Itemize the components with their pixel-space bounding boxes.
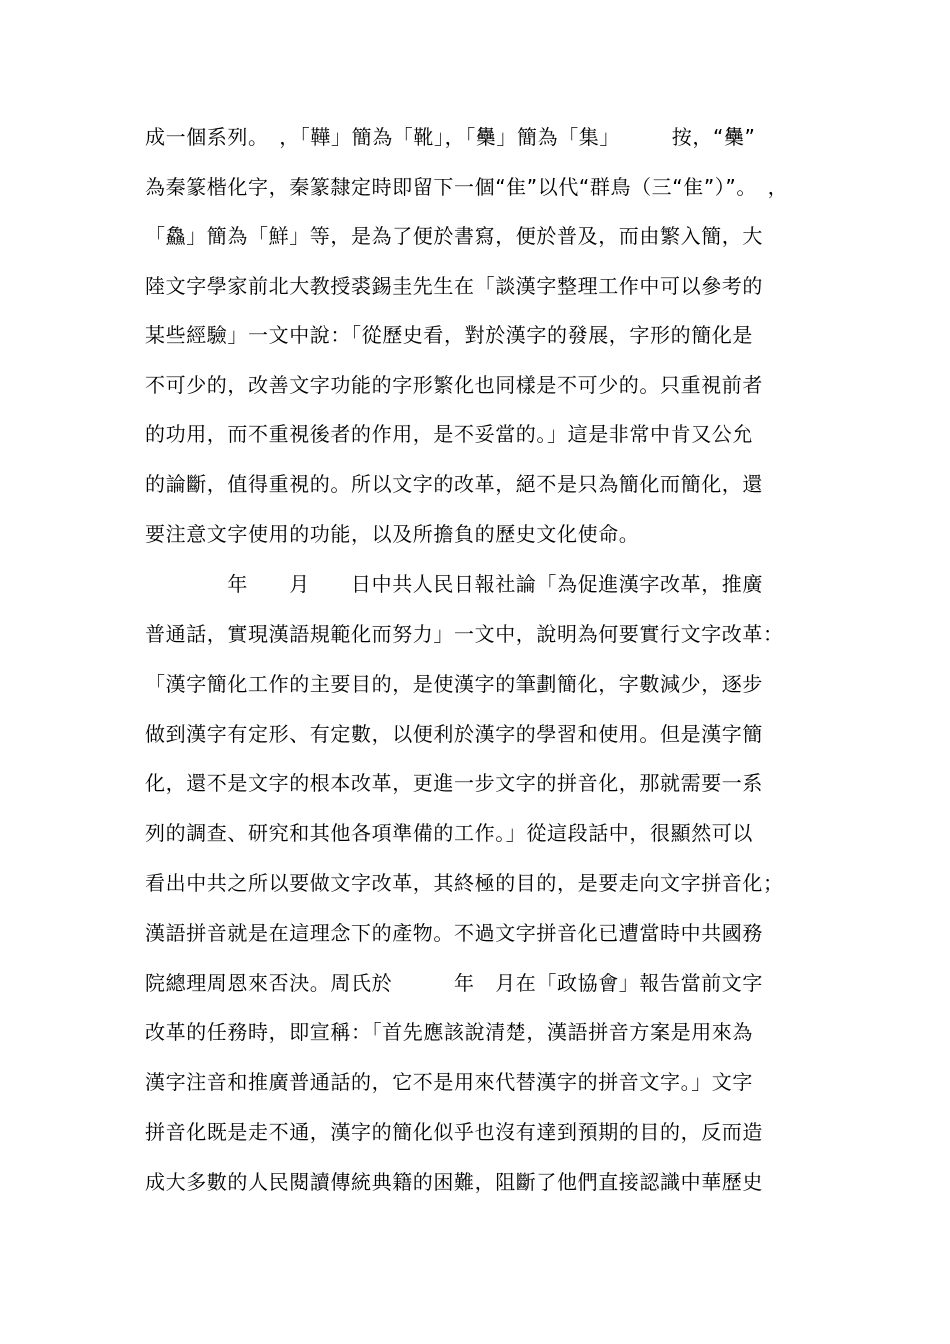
text-line: 做到漢字有定形、有定數，以便利於漢字的學習和使用。但是漢字簡 — [145, 722, 763, 746]
text-line: 漢語拼音就是在這理念下的產物。不過文字拼音化已遭當時中共國務 — [145, 921, 763, 945]
text-line: 的論斷，值得重視的。所以文字的改革，絕不是只為簡化而簡化，還 — [145, 472, 763, 496]
text-line: 成一個系列。 ，「鞾」簡為「靴」，「雧」簡為「集」 按，“雧” — [145, 125, 756, 149]
text-line: 列的調查、研究和其他各項準備的工作。」從這段話中，很顯然可以 — [145, 821, 753, 845]
text-line: 年 月 日中共人民日報社論「為促進漢字改革，推廣 — [145, 572, 763, 596]
text-line: 的功用，而不重視後者的作用，是不妥當的。」這是非常中肯又公允 — [145, 422, 753, 446]
text-line: 不可少的，改善文字功能的字形繁化也同樣是不可少的。只重視前者 — [145, 373, 763, 397]
text-line: 陸文字學家前北大教授裘錫圭先生在「談漢字整理工作中可以參考的 — [145, 274, 763, 298]
text-line: 成大多數的人民閱讀傳統典籍的困難，阻斷了他們直接認識中華歷史 — [145, 1170, 763, 1194]
text-line: 拼音化既是走不通，漢字的簡化似乎也沒有達到預期的目的，反而造 — [145, 1120, 763, 1144]
text-line: 某些經驗」一文中說：「從歷史看，對於漢字的發展，字形的簡化是 — [145, 323, 753, 347]
text-line: 要注意文字使用的功能，以及所擔負的歷史文化使命。 — [145, 522, 640, 546]
text-line: 「漢字簡化工作的主要目的，是使漢字的筆劃簡化，字數減少，逐步 — [145, 672, 763, 696]
text-line: 漢字注音和推廣普通話的，它不是用來代替漢字的拼音文字。」文字 — [145, 1070, 753, 1094]
text-line: 普通話，實現漢語規範化而努力」一文中，說明為何要實行文字改革： — [145, 622, 784, 646]
text-line: 改革的任務時，即宣稱：「首先應該說清楚，漢語拼音方案是用來為 — [145, 1020, 753, 1044]
text-line: 化，還不是文字的根本改革，更進一步文字的拼音化，那就需要一系 — [145, 771, 763, 795]
text-line: 看出中共之所以要做文字改革，其終極的目的，是要走向文字拼音化； — [145, 871, 784, 895]
text-line: 「鱻」簡為「鮮」等，是為了便於書寫，便於普及，而由繁入簡，大 — [145, 224, 763, 248]
text-line: 為秦篆楷化字，秦篆隸定時即留下一個“隹”以代“群鳥（三“隹”）”。 ， — [145, 175, 789, 199]
text-line: 院總理周恩來否決。周氏於 年 月在「政協會」報告當前文字 — [145, 971, 763, 995]
